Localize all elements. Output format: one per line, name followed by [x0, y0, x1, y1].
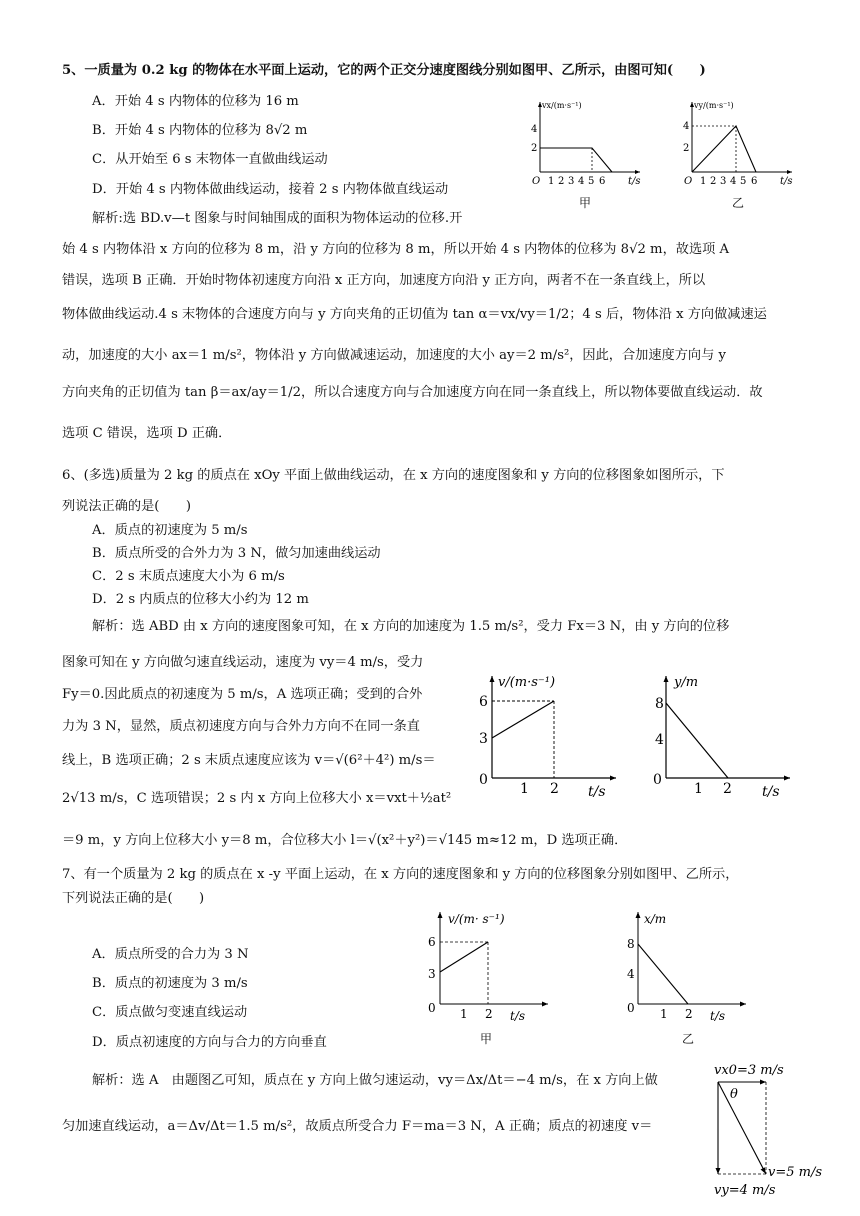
q6-y-xtick-1: 1: [694, 781, 703, 797]
q5-yi-xtick: 6: [751, 176, 758, 187]
q6-analysis-line: 图象可知在 y 方向做匀速直线运动，速度为 vy＝4 m/s，受力: [62, 655, 424, 670]
q7-option-c: C．质点做匀变速直线运动: [92, 1005, 248, 1020]
q6-y-ylabel: y/m: [674, 675, 699, 690]
q7-yi-ylabel: x/m: [644, 912, 667, 926]
q6-analysis-line: ＝9 m，y 方向上位移大小 y＝8 m，合位移大小 l＝√(x²＋y²)＝√145 m≈12 m，D 选项正确．: [62, 833, 628, 848]
q5-caption-yi: 乙: [732, 196, 745, 210]
q5-option-d: D．开始 4 s 内物体做曲线运动，接着 2 s 内物体做直线运动: [92, 182, 449, 197]
q6-v-xtick-2: 2: [550, 781, 559, 797]
q6-v-ytick-3: 3: [479, 731, 488, 747]
q7-jia-xlabel: t/s: [510, 1009, 526, 1023]
q5-yi-xlabel: t/s: [780, 176, 793, 187]
q6-y-xtick-2: 2: [723, 781, 732, 797]
q5-yi-xtick: 4: [730, 176, 737, 187]
q7-option-d: D．质点初速度的方向与合力的方向垂直: [92, 1035, 327, 1050]
q7-caption-jia: 甲: [480, 1032, 493, 1046]
q5-caption-jia: 甲: [579, 196, 592, 210]
q6-option-d: D．2 s 内质点的位移大小约为 12 m: [92, 592, 309, 607]
q5-jia-xtick: 4: [578, 176, 585, 187]
q5-jia-xlabel: t/s: [628, 176, 641, 187]
q7-option-b: B．质点的初速度为 3 m/s: [92, 976, 248, 991]
q5-analysis-line: 始 4 s 内物体沿 x 方向的位移为 8 m，沿 y 方向的位移为 8 m，所以开始 4 s 内物体的位移为 8√2 m，故选项 A: [62, 242, 730, 257]
q6-y-ytick-4: 4: [655, 732, 664, 748]
q7-jia-origin: 0: [428, 1001, 436, 1015]
q5-jia-ytick-2: 2: [531, 143, 538, 154]
q6-v-xtick-1: 1: [520, 781, 529, 797]
q7-jia-ytick-3: 3: [428, 967, 436, 981]
q7-yi-ytick-4: 4: [627, 967, 635, 981]
q6-y-xlabel: t/s: [762, 784, 780, 800]
q7-jia-xtick-1: 1: [460, 1007, 468, 1021]
q6-option-a: A．质点的初速度为 5 m/s: [92, 523, 248, 538]
q7-stem-cont: 下列说法正确的是( ): [62, 891, 205, 906]
q7-vector-theta: θ: [730, 1087, 738, 1102]
q6-stem: 6、(多选)质量为 2 kg 的质点在 xOy 平面上做曲线运动，在 x 方向的速度图象和 y 方向的位移图象如图所示，下: [62, 468, 725, 483]
q5-yi-xtick: 2: [710, 176, 717, 187]
q5-analysis-line: 动，加速度的大小 ax＝1 m/s²，物体沿 y 方向做减速运动，加速度的大小 ay＝2 m/s²，因此，合加速度方向与 y: [62, 348, 726, 363]
q6-v-origin: 0: [479, 772, 488, 788]
q5-analysis-line: 错误，选项 B 正确．开始时物体初速度方向沿 x 正方向，加速度方向沿 y 正方向，两者不在一条直线上，所以: [62, 273, 706, 288]
q7-analysis-line: 匀加速直线运动，a＝Δv/Δt＝1.5 m/s²，故质点所受合力 F＝ma＝3 N，A 正确；质点的初速度 v＝: [62, 1119, 653, 1134]
q6-stem-cont: 列说法正确的是( ): [62, 499, 191, 514]
q5-jia-xtick: 6: [599, 176, 606, 187]
q6-v-xlabel: t/s: [588, 784, 606, 800]
q5-yi-ytick-4: 4: [683, 121, 690, 132]
q6-analysis-line: 线上，B 选项正确；2 s 末质点速度应该为 v＝√(6²＋4²) m/s＝: [62, 753, 436, 768]
q6-v-ylabel: v/(m·s⁻¹): [498, 675, 556, 690]
q7-vector-v: v=5 m/s: [768, 1165, 823, 1180]
q5-analysis-line: 解析:选 BD.v—t 图象与时间轴围成的面积为物体运动的位移.开: [92, 211, 463, 226]
q7-yi-xtick-1: 1: [660, 1007, 668, 1021]
q6-v-ytick-6: 6: [479, 694, 488, 710]
q5-analysis-line: 物体做曲线运动.4 s 末物体的合速度方向与 y 方向夹角的正切值为 tan α＝vx/vy＝1/2；4 s 后，物体沿 x 方向做减速运: [62, 307, 767, 322]
q6-option-c: C．2 s 末质点速度大小为 6 m/s: [92, 569, 285, 584]
q5-jia-xtick: 3: [568, 176, 575, 187]
q5-jia-xtick: 1: [548, 176, 555, 187]
q6-figure-displacement: [652, 670, 802, 800]
q7-yi-ytick-8: 8: [627, 937, 635, 951]
q5-stem: 5、一质量为 0.2 kg 的物体在水平面上运动，它的两个正交分速度图线分别如图甲、乙所示，由图可知( ): [62, 63, 706, 78]
q5-option-c: C．从开始至 6 s 末物体一直做曲线运动: [92, 152, 328, 167]
q5-yi-ylabel: vy/(m·s⁻¹): [694, 101, 734, 110]
q7-figure-yi: [624, 906, 754, 1022]
q5-analysis-line: 方向夹角的正切值为 tan β＝ax/ay＝1/2，所以合速度方向与合加速度方向在同一条直线上，所以物体要做直线运动．故: [62, 385, 763, 400]
q5-yi-xtick: 3: [720, 176, 727, 187]
q7-jia-xtick-2: 2: [485, 1007, 493, 1021]
q5-yi-ytick-2: 2: [683, 143, 690, 154]
q5-yi-xtick: 1: [700, 176, 707, 187]
q6-y-ytick-8: 8: [655, 696, 664, 712]
q5-jia-xtick: 5: [588, 176, 595, 187]
q5-analysis-line: 选项 C 错误，选项 D 正确．: [62, 426, 232, 441]
q6-analysis-line: Fy＝0.因此质点的初速度为 5 m/s，A 选项正确；受到的合外: [62, 687, 423, 702]
q7-yi-xtick-2: 2: [685, 1007, 693, 1021]
q6-analysis-line: 力为 3 N，显然，质点初速度方向与合外力方向不在同一条直: [62, 719, 420, 734]
q7-vector-diagram: [712, 1060, 852, 1200]
q5-option-a: A．开始 4 s 内物体的位移为 16 m: [92, 94, 299, 109]
q6-option-b: B．质点所受的合外力为 3 N，做匀加速曲线运动: [92, 546, 381, 561]
q5-jia-ylabel: vx/(m·s⁻¹): [542, 101, 582, 110]
q7-yi-xlabel: t/s: [710, 1009, 726, 1023]
q6-analysis-line: 2√13 m/s，C 选项错误；2 s 内 x 方向上位移大小 x＝vxt＋½at²: [62, 791, 452, 806]
q7-jia-ytick-6: 6: [428, 935, 436, 949]
q7-option-a: A．质点所受的合力为 3 N: [92, 947, 249, 962]
q7-stem: 7、有一个质量为 2 kg 的质点在 x -y 平面上运动，在 x 方向的速度图象和 y 方向的位移图象分别如图甲、乙所示，: [62, 867, 739, 882]
q6-figure-velocity: [476, 670, 626, 800]
q7-figure-jia: [424, 906, 554, 1022]
q6-y-origin: 0: [653, 772, 662, 788]
q7-yi-origin: 0: [627, 1001, 635, 1015]
q7-caption-yi: 乙: [682, 1032, 695, 1046]
q7-vector-vy: vy=4 m/s: [714, 1183, 776, 1198]
q5-jia-xtick: 2: [558, 176, 565, 187]
q6-analysis-line: 解析：选 ABD 由 x 方向的速度图象可知，在 x 方向的加速度为 1.5 m/s²，受力 Fx＝3 N，由 y 方向的位移: [92, 619, 730, 634]
q7-jia-ylabel: v/(m· s⁻¹): [448, 912, 505, 926]
q5-figure-jia: [528, 98, 648, 186]
q5-jia-ytick-4: 4: [531, 124, 538, 135]
q5-jia-origin: O: [532, 176, 541, 187]
q5-yi-xtick: 5: [740, 176, 747, 187]
q5-figure-yi: [680, 98, 800, 186]
q5-yi-origin: O: [684, 176, 693, 187]
q5-option-b: B．开始 4 s 内物体的位移为 8√2 m: [92, 123, 308, 138]
q7-analysis-line: 解析：选 A 由题图乙可知，质点在 y 方向上做匀速运动，vy＝Δx/Δt＝−4 m/s，在 x 方向上做: [92, 1073, 658, 1088]
q7-vector-vx0: vx0=3 m/s: [714, 1063, 784, 1078]
